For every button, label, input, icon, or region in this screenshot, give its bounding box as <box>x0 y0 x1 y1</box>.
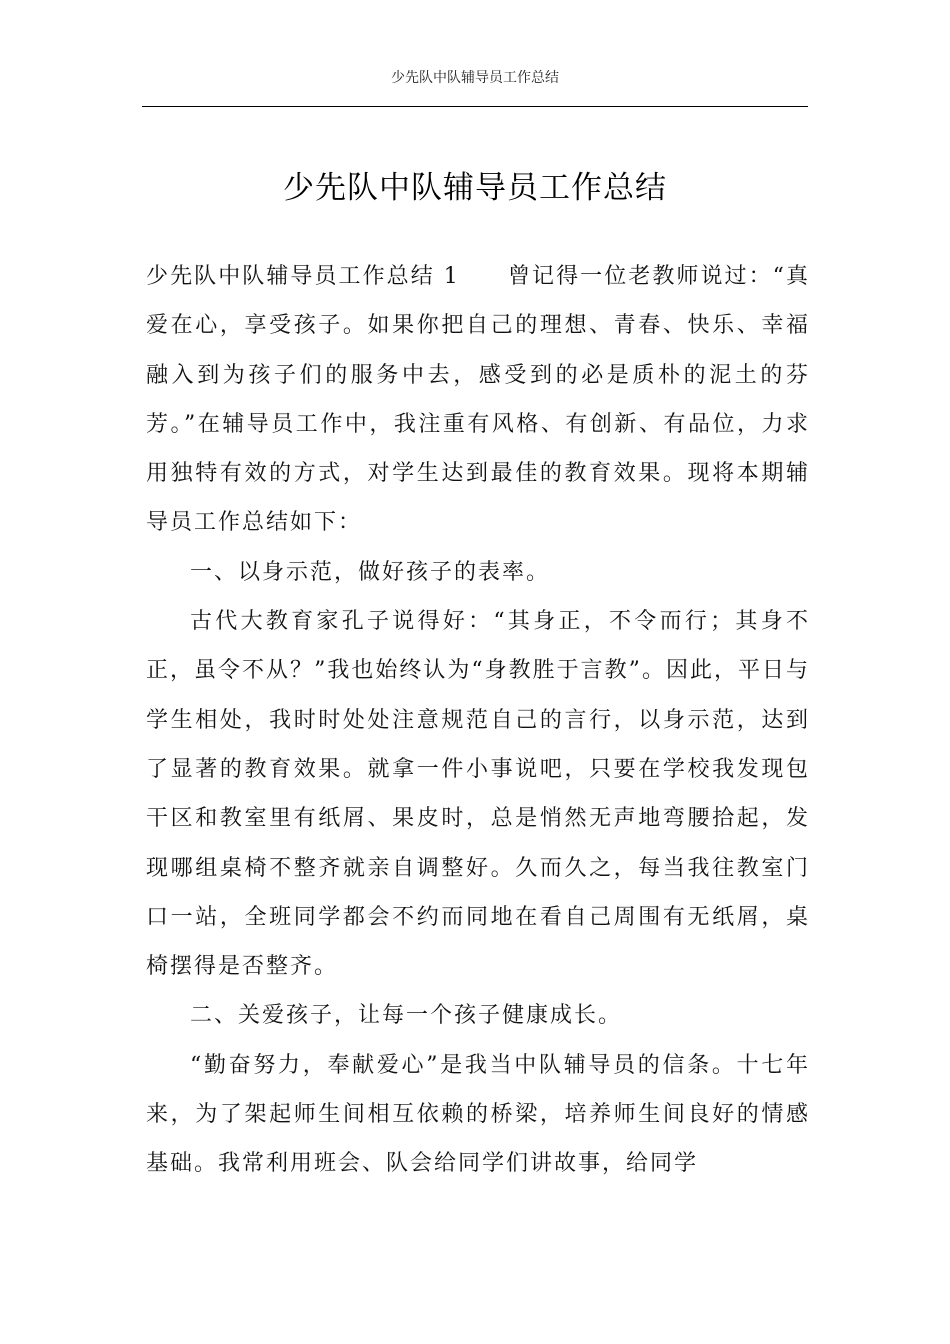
paragraph-section-2: “勤奋努力，奉献爱心”是我当中队辅导员的信条。十七年来，为了架起师生间相互依赖的桥梁，培养师生间良好的情感基础。我常利用班会、队会给同学们讲故事，给同学 <box>146 1052 810 1177</box>
header-divider <box>142 106 808 107</box>
paragraph-section-1: 古代大教育家孔子说得好：“其身正，不令而行；其身不正，虽令不从？”我也始终认为“身教胜于言教”。因此，平日与学生相处，我时时处处注意规范自己的言行，以身示范，达到了显著的教育效果。就拿一件小事说吧，只要在学校我发现包干区和教室里有纸屑、果皮时，总是悄然无声地弯腰拾起，发现哪组桌椅不整齐就亲自调整好。久而久之，每当我往教室门口一站，全班同学都会不约而同地在看自己周围有无纸屑，桌椅摆得是否整齐。 <box>146 609 810 980</box>
document-body <box>146 252 810 1189</box>
paragraph-intro: 少先队中队辅导员工作总结 1 曾记得一位老教师说过：“真爱在心，享受孩子。如果你把自己的理想、青春、快乐、幸福融入到为孩子们的服务中去，感受到的必是质朴的泥土的芬芳。”在辅导员工作中，我注重有风格、有创新、有品位，力求用独特有效的方式，对学生达到最佳的教育效果。现将本期辅导员工作总结如下： <box>146 264 810 536</box>
running-header: 少先队中队辅导员工作总结 <box>391 70 559 86</box>
section-heading-2: 二、关爱孩子，让每一个孩子健康成长。 <box>190 1003 623 1029</box>
section-heading-1: 一、以身示范，做好孩子的表率。 <box>190 559 551 585</box>
document-title: 少先队中队辅导员工作总结 <box>283 170 667 206</box>
